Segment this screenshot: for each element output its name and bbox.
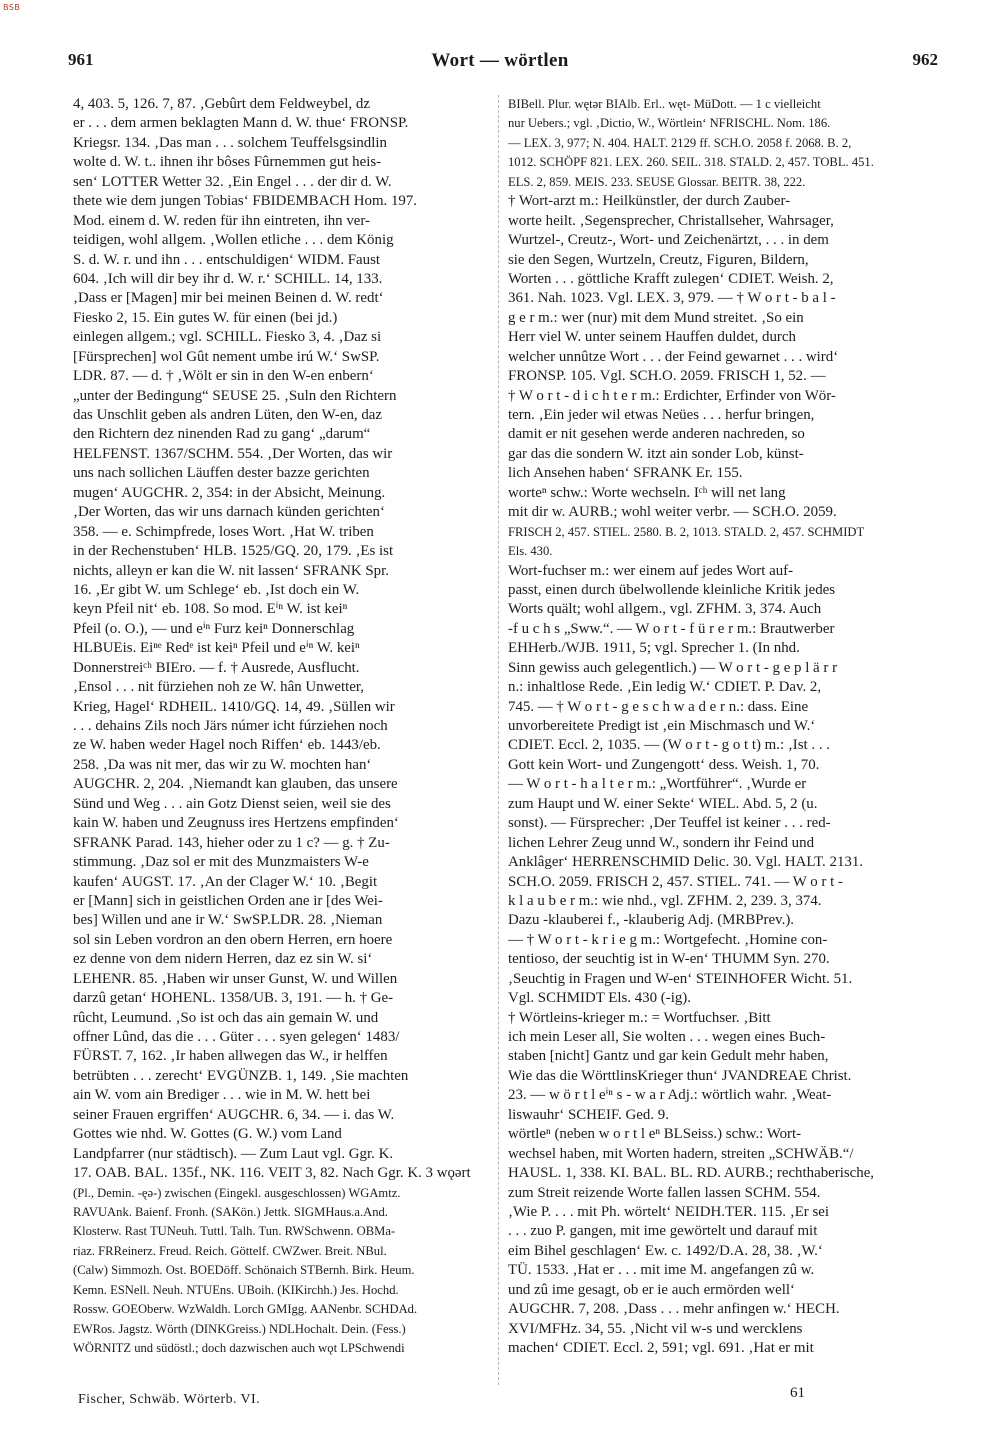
text-line: einlegen allgem.; vgl. SCHILL. Fiesko 3, 4. ‚Daz si <box>73 329 382 346</box>
text-line: Krieg, Hagel‘ RDHEIL. 1410/GQ. 14, 49. ‚Süllen wir <box>73 698 395 715</box>
text-line: betrübten . . . zerecht‘ EVGÜNZB. 1, 149. ‚Sie machten <box>73 1067 409 1084</box>
text-line: Pfeil (o. O.), — und eⁱⁿ Furz keiⁿ Donnerschlag <box>73 620 355 637</box>
text-line: „unter der Bedingung“ SEUSE 25. ‚Suln den Richtern <box>73 387 397 404</box>
text-line: uns nach sollichen Läuffen dester bazze gerichten <box>73 465 370 482</box>
text-line: FÜRST. 7, 162. ‚Ir haben allwegen das W., ir helffen <box>73 1048 388 1065</box>
text-line: seiner Frauen ergriffen‘ AUGCHR. 6, 34. — i. das W. <box>73 1106 395 1123</box>
text-line: 4, 403. 5, 126. 7, 87. ‚Gebûrt dem Feldweybel, dz <box>73 96 370 112</box>
right-column <box>508 95 928 1358</box>
text-line: — W o r t - h a l t e r m.: „Wortführer“. ‚Wurde er <box>508 776 807 793</box>
text-line: Rossw. GOEOberw. WzWaldh. Lorch GMIgg. AANenbr. SCHDAd. <box>73 1302 418 1317</box>
page-header <box>60 44 940 78</box>
text-line: offner Lûnd, das die . . . Güter . . . syen gelegen‘ 1483/ <box>73 1029 400 1045</box>
text-line: — † W o r t - k r i e g m.: Wortgefecht. ‚Homine con- <box>508 931 828 948</box>
text-line: mugen‘ AUGCHR. 2, 354: in der Absicht, Meinung. <box>73 484 386 501</box>
text-line: Sünd und Weg . . . ain Gotz Dienst seien, weil sie des <box>73 795 391 812</box>
page-title: Wort — wörtlen <box>431 50 569 71</box>
text-line: Klosterw. Rast TUNeuh. Tuttl. Talh. Tun. RWSchwenn. OBMa- <box>73 1224 396 1239</box>
text-line: Anklâger‘ HERRENSCHMID Delic. 30. Vgl. HALT. 2131. <box>508 854 864 871</box>
text-line: staben [nicht] Gantz und gar kein Gedult mehr haben, <box>508 1048 829 1065</box>
text-line: ‚Ensol . . . nit fürziehen noh ze W. hân Unwetter, <box>73 679 364 696</box>
text-line: Sinn gewiss auch gelegentlich.) — W o r t - g e p l ä r r <box>508 659 838 676</box>
text-line: worte heilt. ‚Segensprecher, Christallseher, Wahrsager, <box>508 212 834 229</box>
text-line: nur Uebers.; vgl. ‚Dictio, W., Wörtlein‘ NFRISCHL. Nom. 186. <box>508 116 831 131</box>
text-line: zum Haupt und W. einer Sekte‘ WIEL. Abd. 5, 2 (u. <box>508 795 818 812</box>
text-line: Wie das die WörttlinsKrieger thun‘ JVANDREAE Christ. <box>508 1067 852 1084</box>
column-divider <box>498 95 499 1385</box>
text-line: Herr viel W. unter seinem Hauffen duldet, durch <box>508 329 796 346</box>
footer-source: Fischer, Schwäb. Wörterb. VI. <box>78 1392 260 1407</box>
text-line: ‚Der Worten, das wir uns darnach künden gerichten‘ <box>73 504 385 521</box>
text-line: (Pl., Demin. -ęə-) zwischen (Eingekl. ausgeschlossen) WGAmtz. <box>73 1185 401 1200</box>
text-line: nichts, alleyn er kan die W. nit lassen‘ SFRANK Spr. <box>73 562 389 579</box>
text-line: darzû getan‘ HOHENL. 1358/UB. 3, 191. — h. † Ge- <box>73 990 394 1007</box>
page-number-left: 961 <box>68 50 94 69</box>
text-line: wörtleⁿ (neben w o r t l eⁿ BLSeiss.) schw.: Wort- <box>508 1126 802 1143</box>
text-line: in der Rechenstuben‘ HLB. 1525/GQ. 20, 179. ‚Es ist <box>73 543 394 560</box>
text-line: FRONSP. 105. Vgl. SCH.O. 2059. FRISCH 1, 52. — <box>508 368 826 385</box>
text-line: bes] Willen und ane ir W.‘ SwSP.LDR. 28. ‚Nieman <box>73 912 383 929</box>
text-line: SCH.O. 2059. FRISCH 2, 457. STIEL. 741. — W o r t - <box>508 873 843 890</box>
text-line: Donnerstreiᶜʰ BIEro. — f. † Ausrede, Ausflucht. <box>73 659 360 676</box>
page-number-right: 962 <box>912 50 938 69</box>
text-line: AUGCHR. 2, 204. ‚Niemandt kan glauben, das unsere <box>73 776 398 793</box>
text-line: BIBell. Plur. wętər BIAlb. Erl.. węt- MüDott. — 1 c vielleicht <box>508 97 821 111</box>
text-line: damit er nit gesehen werde anderen nachreden, so <box>508 426 805 443</box>
text-line: gar das die sondern W. itzt ain sonder Lob, künst- <box>508 445 804 462</box>
text-line: sen‘ LOTTER Wetter 32. ‚Ein Engel . . . der dir d. W. <box>73 173 392 190</box>
text-line: Wurtzel-, Creutz-, Wort- und Zeichenärtzt, . . . in dem <box>508 232 829 249</box>
text-line: Worts quält; wohl allgem., vgl. ZFHM. 3, 374. Auch <box>508 601 822 618</box>
text-line: liswauhr‘ SCHEIF. Ged. 9. <box>508 1106 669 1123</box>
text-line: — LEX. 3, 977; N. 404. HALT. 2129 ff. SCH.O. 2058 f. 2068. B. 2, <box>508 135 852 150</box>
text-line: er [Mann] sich in geistlichen Orden ane ir [des Wei- <box>73 892 383 909</box>
text-line: Mod. einem d. W. reden für ihn eintreten, ihn ver- <box>73 212 371 229</box>
text-line: 16. ‚Er gibt W. um Schlege‘ eb. ‚Ist doch ein W. <box>73 581 360 598</box>
text-line: zum Streit reizende Worte fallen lassen SCHM. 554. <box>508 1184 821 1201</box>
text-line: 17. OAB. BAL. 135f., NK. 116. VEIT 3, 82. Nach Ggr. K. 3 wǫərt <box>73 1165 471 1182</box>
text-line: Kriegsr. 134. ‚Das man . . . solchem Teuffelsgsindlin <box>73 134 387 151</box>
text-line: HAUSL. 1, 338. KI. BAL. BL. RD. AURB.; rechthaberische, <box>508 1165 875 1182</box>
text-line: Gott kein Wort- und Zungengott‘ dess. Weish. 1, 70. <box>508 756 820 773</box>
text-line: lichen Lehrer Zeug unnd W., sondern ihr Feind und <box>508 834 815 851</box>
text-line: ELS. 2, 859. MEIS. 233. SEUSE Glossar. BEITR. 38, 222. <box>508 174 806 189</box>
text-line: wechsel haben, mit Worten hadern, streiten „SCHWÄB.“/ <box>508 1145 854 1162</box>
text-line: Dazu -klauberei f., -klauberig Adj. (MRBPrev.). <box>508 912 795 929</box>
sheet-number: 61 <box>790 1385 805 1401</box>
text-line: TÜ. 1533. ‚Hat er . . . mit ime M. angefangen zû w. <box>508 1262 815 1279</box>
text-line: welcher unnûtze Wort . . . der Feind gewarnet . . . wird‘ <box>508 348 839 365</box>
text-line: WÖRNITZ und südöstl.; doch dazwischen auch wǫt LPSchwendi <box>73 1341 405 1355</box>
text-line: wolte d. W. t.. ihnen ihr bôses Fûrnemmen gut heis- <box>73 154 382 171</box>
text-line: eim Bihel geschlagen‘ Ew. c. 1492/D.A. 28, 38. ‚W.‘ <box>508 1242 823 1259</box>
text-line: FRISCH 2, 457. STIEL. 2580. B. 2, 1013. STALD. 2, 457. SCHMIDT <box>508 524 865 539</box>
text-line: ‚Seuchtig in Fragen und W-en‘ STEINHOFER Wicht. 51. <box>508 970 853 987</box>
text-line: machen‘ CDIET. Eccl. 2, 591; vgl. 691. ‚Hat er mit <box>508 1340 814 1356</box>
text-line: -f u c h s „Sww.“. — W o r t - f ü r e r m.: Brautwerber <box>508 620 835 637</box>
text-line: Landpfarrer (nur städtisch). — Zum Laut vgl. Ggr. K. <box>73 1145 394 1162</box>
text-line: und zû ime gesagt, ob er ie auch ermörden well‘ <box>508 1281 795 1298</box>
text-line: Gottes wie nhd. W. Gottes (G. W.) vom Land <box>73 1126 342 1143</box>
text-line: † W o r t - d i c h t e r m.: Erdichter, Erfinder von Wör- <box>508 387 836 404</box>
text-line: LEHENR. 85. ‚Haben wir unser Gunst, W. und Willen <box>73 970 398 987</box>
text-line: ze W. haben weder Hagel noch Riffen‘ eb. 1443/eb. <box>73 737 381 754</box>
text-line: ‚Wie P. . . . mit Ph. wörtelt‘ NEIDH.TER. 115. ‚Er sei <box>508 1203 830 1220</box>
text-line: S. d. W. r. und ihn . . . entschuldigen‘ WIDM. Faust <box>73 251 381 268</box>
text-line: ich mein Leser all, Sie wolten . . . wegen eines Buch- <box>508 1029 826 1045</box>
text-line: g e r m.: wer (nur) mit dem Mund streitet. ‚So ein <box>508 309 804 326</box>
text-line: Vgl. SCHMIDT Els. 430 (-ig). <box>508 990 691 1007</box>
text-line: sie den Segen, Wurtzeln, Creutz, Figuren, Bildern, <box>508 251 809 268</box>
text-line: sonst). — Fürsprecher: ‚Der Teuffel ist keiner . . . red- <box>508 815 831 832</box>
text-line: riaz. FRReinerz. Freud. Reich. Göttelf. CWZwer. Breit. NBul. <box>73 1243 387 1258</box>
text-line: 23. — w ö r t l eⁱⁿ s - w a r Adj.: wörtlich wahr. ‚Weat- <box>508 1087 832 1104</box>
text-line: keyn Pfeil nit‘ eb. 108. So mod. Eⁱⁿ W. ist keiⁿ <box>73 601 348 618</box>
text-line: Wort-fuchser m.: wer einem auf jedes Wort auf- <box>508 562 794 579</box>
text-line: (Calw) Simmozh. Ost. BOEDöff. Schönaich STBernh. Birk. Heum. <box>73 1263 415 1278</box>
text-line: k l a u b e r m.: wie nhd., vgl. ZFHM. 2, 239. 3, 374. <box>508 892 822 909</box>
text-line: stimmung. ‚Daz sol er mit des Munzmaisters W-e <box>73 854 369 871</box>
text-line: XVI/MFHz. 34, 55. ‚Nicht vil w-s und wercklens <box>508 1320 803 1337</box>
text-line: CDIET. Eccl. 2, 1035. — (W o r t - g o t t) m.: ‚Ist . . . <box>508 737 831 754</box>
text-line: Worten . . . göttliche Krafft zulegen‘ CDIET. Weish. 2, <box>508 270 834 287</box>
text-line: ez denne von dem nidern Herren, daz ez sin W. si‘ <box>73 951 373 968</box>
text-line: EWRos. Jagstz. Wörth (DINKGreiss.) NDLHochalt. Dein. (Fess.) <box>73 1321 406 1336</box>
library-stamp: BSB <box>3 3 21 12</box>
text-line: tentioso, der seuchtig ist in W-en‘ THUMM Syn. 270. <box>508 951 830 968</box>
text-line: thete wie dem jungen Tobias‘ FBIDEMBACH Hom. 197. <box>73 193 418 210</box>
text-line: unvorbereitete Predigt ist ‚ein Mischmasch und W.‘ <box>508 718 816 734</box>
text-line: kaufen‘ AUGST. 17. ‚An der Clager W.‘ 10. ‚Begit <box>73 873 378 890</box>
text-line: kain W. haben und Zeugnuss ires Hertzens empfinden‘ <box>73 815 399 832</box>
text-line: 258. ‚Da was nit mer, das wir zu W. mochten han‘ <box>73 756 372 773</box>
text-line: [Fürsprechen] wol Gût nement umbe irú W.‘ SwSP. <box>73 348 380 365</box>
text-line: er . . . dem armen beklagten Mann d. W. thue‘ FRONSP. <box>73 115 409 132</box>
text-line: HELFENST. 1367/SCHM. 554. ‚Der Worten, das wir <box>73 445 393 462</box>
text-line: lich Ansehen haben‘ SFRANK Er. 155. <box>508 465 743 482</box>
text-line: LDR. 87. — d. † ‚Wölt er sin in den W-en enbern‘ <box>73 368 374 385</box>
text-line: 745. — † W o r t - g e s c h w a d e r n.: dass. Eine <box>508 698 809 715</box>
text-line: † Wort-arzt m.: Heilkünstler, der durch Zauber- <box>508 193 791 210</box>
text-line: sol sin Leben vordron an den obern Herren, ern hoere <box>73 931 393 948</box>
text-line: † Wörtleins-krieger m.: = Wortfuchser. ‚Bitt <box>508 1009 771 1026</box>
text-line: ‚Dass er [Magen] mir bei meinen Beinen d. W. redt‘ <box>73 290 384 307</box>
text-line: SFRANK Parad. 143, hieher oder zu 1 c? — g. † Zu- <box>73 834 390 851</box>
text-line: ain W. vom ain Brediger . . . wie in M. W. hett bei <box>73 1087 371 1104</box>
text-line: n.: inhaltlose Rede. ‚Ein ledig W.‘ CDIET. P. Dav. 2, <box>508 679 822 696</box>
text-line: . . . zuo P. gangen, mit ime gewörtelt und darauf mit <box>508 1223 818 1240</box>
text-line: HLBUEis. Eiⁿᵉ Redᵉ ist keiⁿ Pfeil und eⁱⁿ W. keiⁿ <box>73 640 360 657</box>
text-line: Fiesko 2, 15. Ein gutes W. für einen (bei jd.) <box>73 309 338 326</box>
text-line: RAVUAnk. Baienf. Fronh. (SAKön.) Jettk. SIGMHaus.a.And. <box>73 1204 388 1219</box>
text-line: den Richtern dez ninenden Rad zu gang‘ „darum“ <box>73 426 371 443</box>
text-line: 1012. SCHÖPF 821. LEX. 260. SEIL. 318. STALD. 2, 457. TOBL. 451. <box>508 155 874 170</box>
text-line: mit dir w. AURB.; wohl weiter verbr. — SCH.O. 2059. <box>508 504 837 521</box>
text-line: EHHerb./WJB. 1911, 5; vgl. Sprecher 1. (In nhd. <box>508 640 800 657</box>
text-line: das Unschlit geben als andren Lüten, den W-en, daz <box>73 407 383 423</box>
left-column <box>73 95 493 1358</box>
text-line: teidigen, wohl allgem. ‚Wollen etliche . . . dem König <box>73 232 394 249</box>
text-line: 604. ‚Ich will dir bey ihr d. W. r.‘ SCHILL. 14, 133. <box>73 270 383 287</box>
text-line: 361. Nah. 1023. Vgl. LEX. 3, 979. — † W o r t - b a l - <box>508 290 836 307</box>
text-line: 358. — e. Schimpfrede, loses Wort. ‚Hat W. triben <box>73 523 374 540</box>
text-line: worteⁿ schw.: Worte wechseln. Iᶜʰ will net lang <box>508 484 786 501</box>
text-line: rûcht, Leumund. ‚So ist och das ain gemain W. und <box>73 1009 379 1026</box>
text-line: AUGCHR. 7, 208. ‚Dass . . . mehr anfingen w.‘ HECH. <box>508 1301 840 1318</box>
text-line: tern. ‚Ein jeder wil etwas Neües . . . herfur bringen, <box>508 407 815 423</box>
text-line: passt, einen durch übelwollende kleinliche Kritik jedes <box>508 581 836 598</box>
text-line: . . . dehains Zils noch Järs númer icht fúrziehen noch <box>73 718 388 734</box>
text-line: Kemn. ESNell. Neuh. NTUEns. UBoih. (KIKirchh.) Jes. Hochd. <box>73 1282 399 1297</box>
text-line: Els. 430. <box>508 544 553 559</box>
